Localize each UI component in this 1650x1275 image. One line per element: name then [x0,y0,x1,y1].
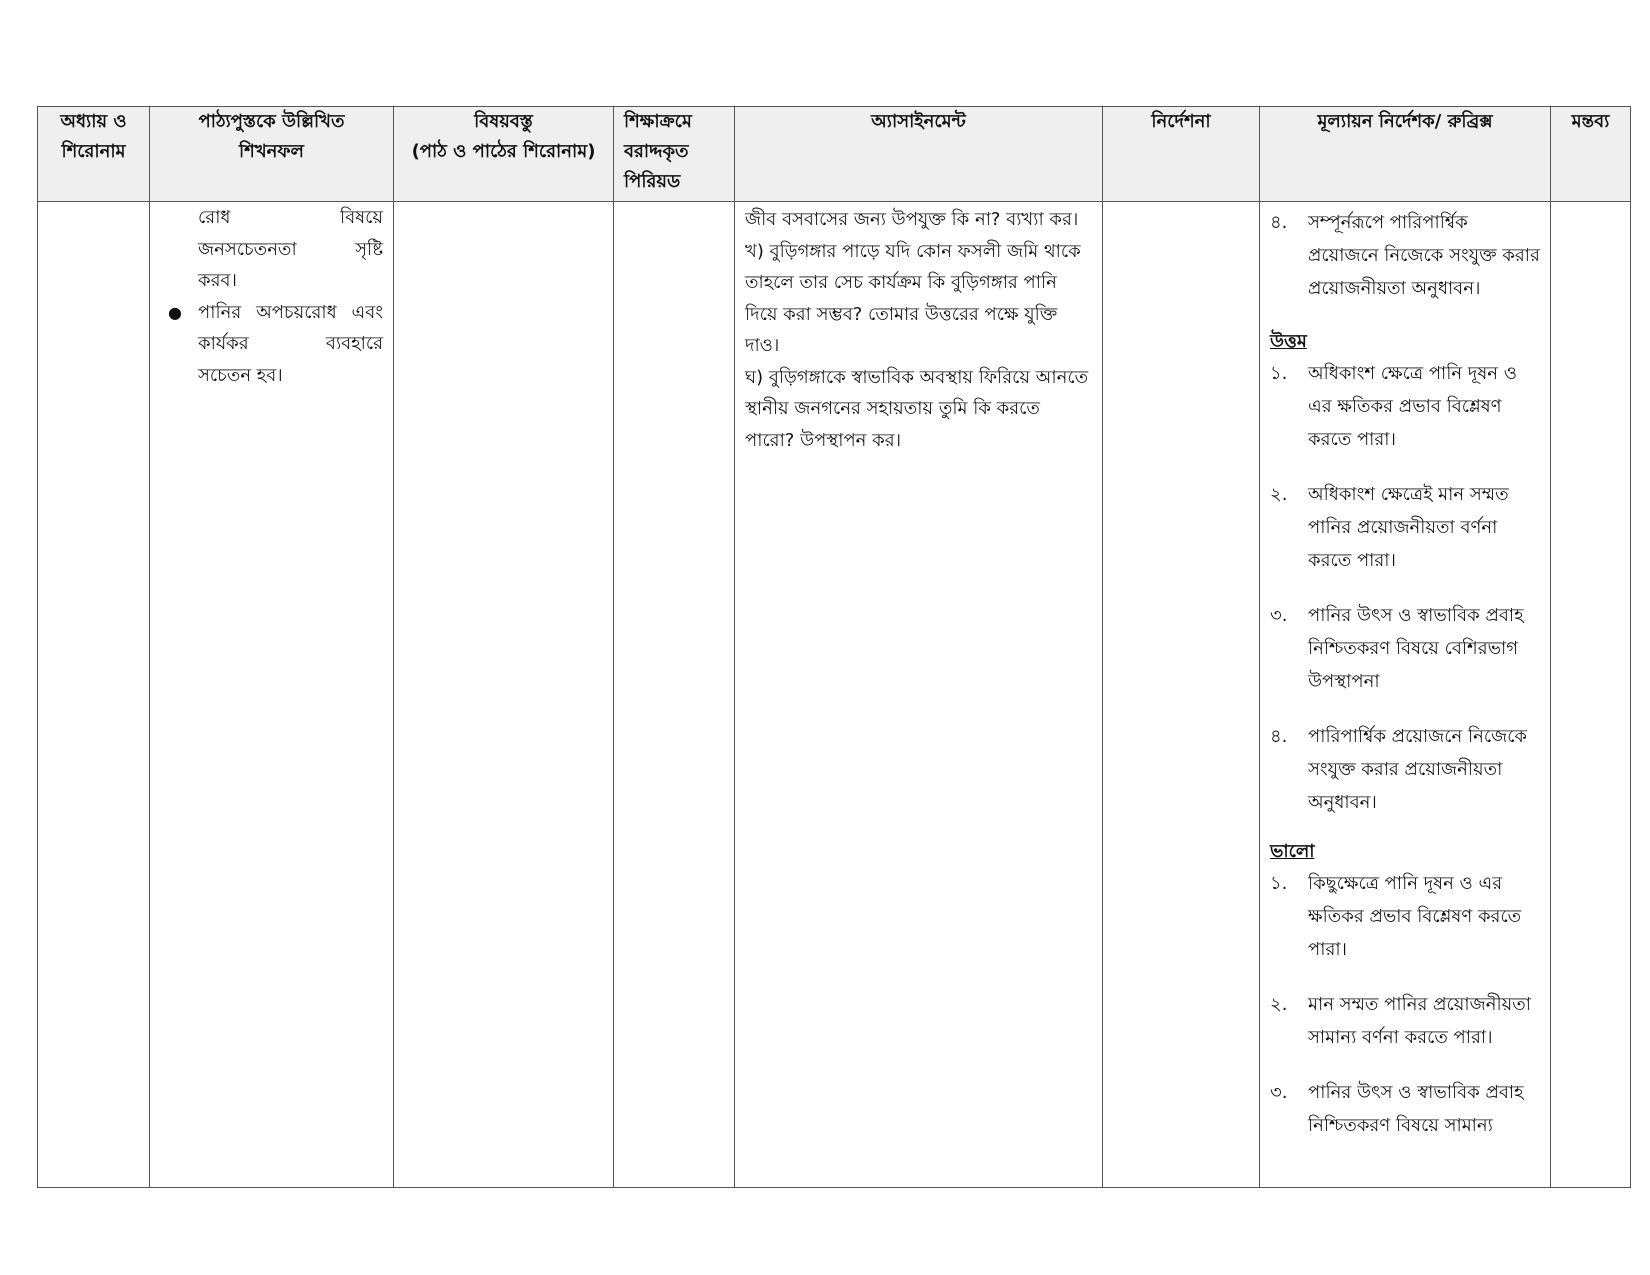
assignment-paragraph: খ) বুড়িগঙ্গার পাড়ে যদি কোন ফসলী জমি থাকে তাহলে তার সেচ কার্যক্রম কি বুড়িগঙ্গার পানি দিয়ে করা সম্ভব? তোমার উত্তরের পক্ষে যুক্তি দাও। [745,240,1081,356]
header-instructions: নির্দেশনা [1103,107,1260,202]
rubric-item: ১. কিছুক্ষেত্রে পানি দূষন ও এর ক্ষতিকর প্রভাব বিশ্লেষণ করতে পারা। [1270,873,1522,960]
rubric-heading-excellent: উত্তম [1270,331,1307,352]
table-header-row [38,107,1631,202]
outcome-line: জনসচেতনতা সৃষ্টি [198,238,383,260]
assignment-cell [735,202,1103,1188]
outcome-line: রোধ বিষয়ে [198,207,383,228]
learning-outcomes-cell [150,202,394,1188]
table-row [38,202,1631,1188]
lesson-plan-table [37,106,1631,1188]
rubric-item: ৩. পানির উৎস ও স্বাভাবিক প্রবাহ নিশ্চিতকরণ বিষয়ে সামান্য [1270,1082,1524,1136]
content-cell [394,202,614,1188]
rubric-item: ৪. সম্পূর্নরূপে পারিপার্শ্বিক প্রয়োজনে নিজেকে সংযুক্ত করার প্রয়োজনীয়তা অনুধাবন। [1270,212,1540,299]
header-allocated-period: শিক্ষাক্রমে বরাদ্দকৃত পিরিয়ড [614,107,735,202]
rubric-item: ২. অধিকাংশ ক্ষেত্রেই মান সম্মত পানির প্রয়োজনীয়তা বর্ণনা করতে পারা। [1270,484,1509,571]
rubric-item: ৩. পানির উৎস ও স্বাভাবিক প্রবাহ নিশ্চিতকরণ বিষয়ে বেশিরভাগ উপস্থাপনা [1270,605,1524,692]
rubric-item: ৪. পারিপার্শ্বিক প্রয়োজনে নিজেকে সংযুক্ত করার প্রয়োজনীয়তা অনুধাবন। [1270,726,1528,813]
header-chapter: অধ্যায় ও শিরোনাম [38,107,150,202]
rubric-item: ২. মান সম্মত পানির প্রয়োজনীয়তা সামান্য বর্ণনা করতে পারা। [1270,994,1531,1048]
rubric-item: ১. অধিকাংশ ক্ষেত্রে পানি দূষন ও এর ক্ষতিকর প্রভাব বিশ্লেষণ করতে পারা। [1270,363,1517,450]
chapter-cell [38,202,150,1188]
assignment-paragraph: ঘ) বুড়িগঙ্গাকে স্বাভাবিক অবস্থায় ফিরিয়ে আনতে স্থানীয় জনগনের সহায়তায় তুমি কি করতে পারো? উপস্থাপন কর। [745,366,1089,451]
outcome-bullet-item: ● পানির অপচয়রোধ এবং কার্যকর ব্যবহারে সচেতন হব। [158,297,383,392]
header-rubrics: মূল্যায়ন নির্দেশক/ রুব্রিক্স [1260,107,1551,202]
header-remarks: মন্তব্য [1551,107,1631,202]
assignment-paragraph: জীব বসবাসের জন্য উপযুক্ত কি না? ব্যখ্যা কর। [745,209,1079,230]
header-assignment: অ্যাসাইনমেন্ট [735,107,1103,202]
rubrics-cell [1260,202,1551,1188]
header-content: বিষয়বস্তু (পাঠ ও পাঠের শিরোনাম) [394,107,614,202]
rubric-heading-good: ভালো [1270,841,1315,862]
header-learning-outcomes: পাঠ্যপুস্তকে উল্লিখিত শিখনফল [150,107,394,202]
period-cell [614,202,735,1188]
remarks-cell [1551,202,1631,1188]
instructions-cell [1103,202,1260,1188]
bullet-icon: ● [168,302,182,322]
outcome-line: করব। [198,270,237,291]
